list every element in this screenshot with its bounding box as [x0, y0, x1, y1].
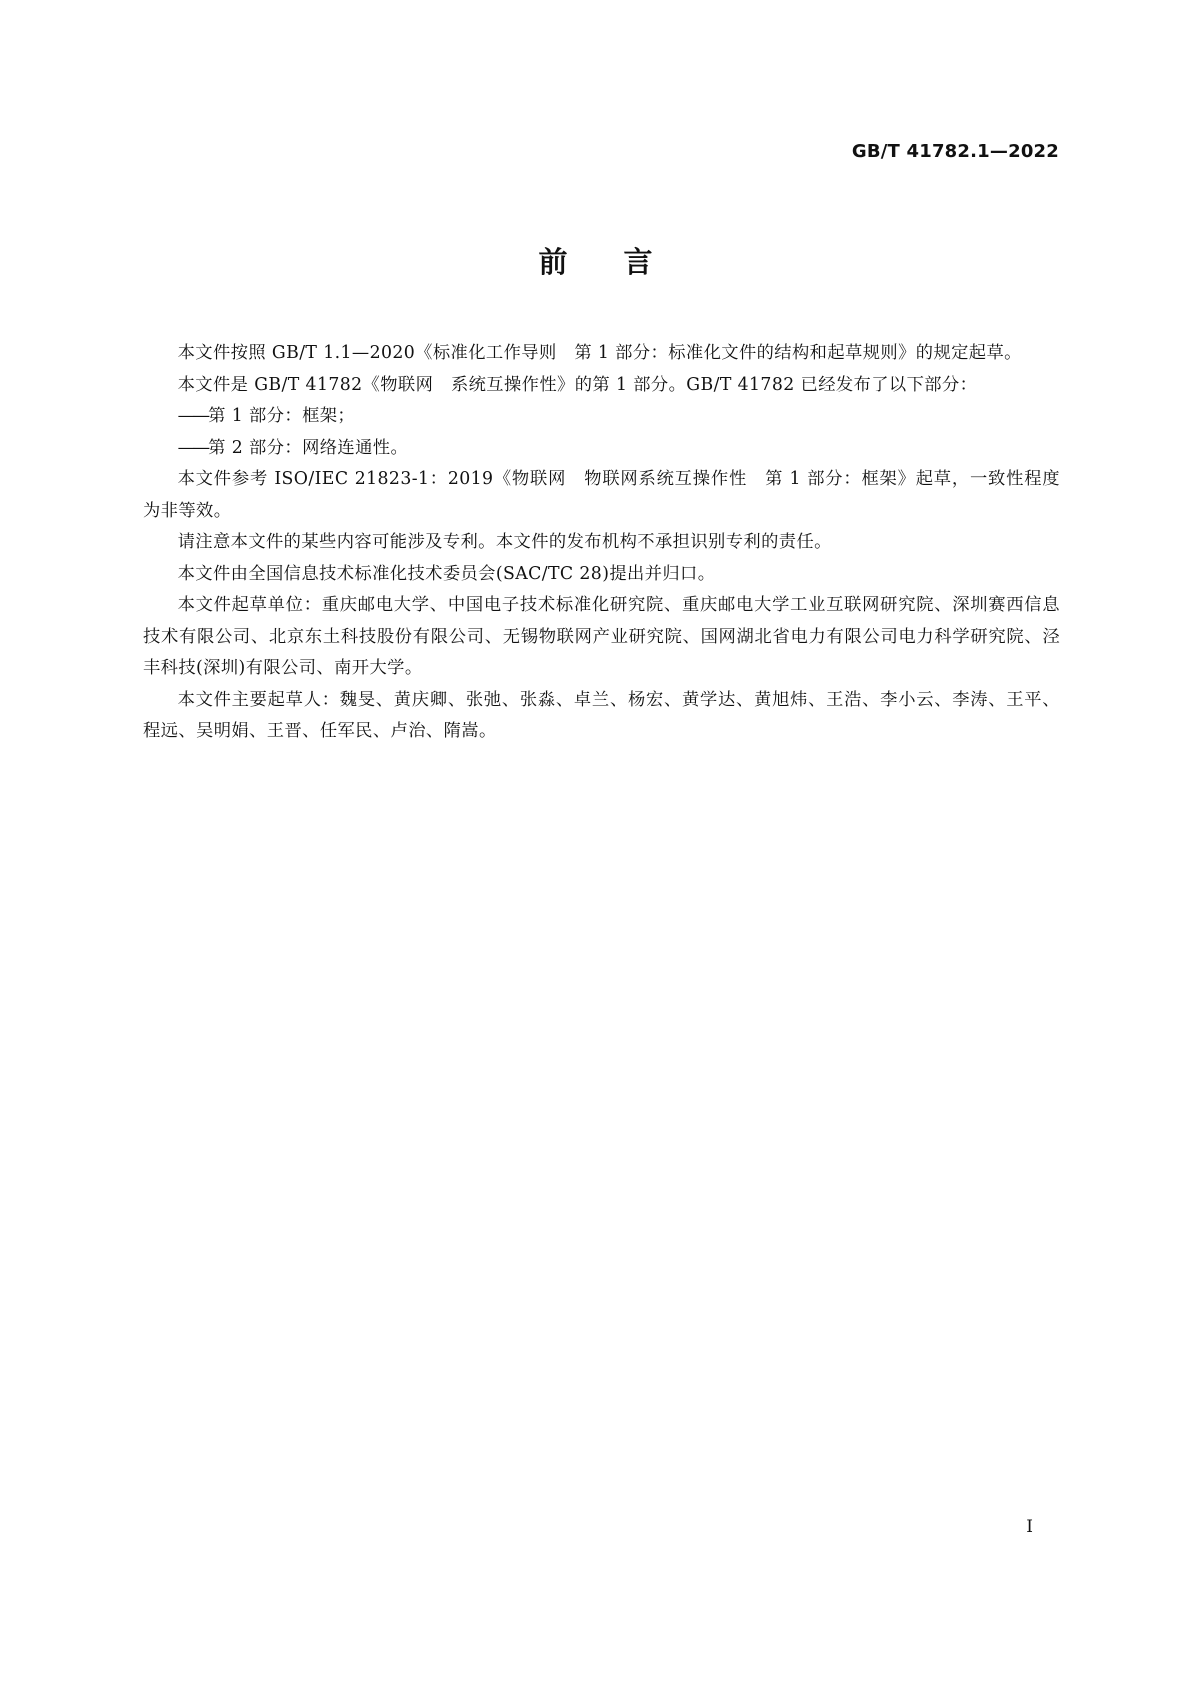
list-dash: —— — [177, 406, 209, 426]
list-dash: —— — [177, 437, 209, 458]
document-body — [143, 338, 1060, 748]
list-item-part-1 — [143, 401, 1060, 433]
page-number: I — [1026, 1517, 1033, 1537]
page-title: 前言 — [538, 245, 709, 279]
paragraph-committee: 本文件由全国信息技术标准化技术委员会(SAC/TC 28)提出并归口。 — [177, 563, 716, 584]
list-item-text: 第 1 部分：框架； — [208, 406, 356, 426]
paragraph-drafters: 本文件主要起草人：魏旻、黄庆卿、张弛、张淼、卓兰、杨宏、黄学达、黄旭炜、王浩、李小云、李涛、王平、程远、吴明娟、王晋、任军民、卢治、隋嵩。 — [143, 689, 1060, 741]
paragraph-series-parts: 本文件是 GB/T 41782《物联网 系统互操作性》的第 1 部分。GB/T 41782 已经发布了以下部分： — [177, 374, 978, 395]
paragraph-drafting-units: 本文件起草单位：重庆邮电大学、中国电子技术标准化研究院、重庆邮电大学工业互联网研究院、深圳赛西信息技术有限公司、北京东土科技股份有限公司、无锡物联网产业研究院、国网湖北省电力有限公司电力科学研究院、泾丰科技(深圳)有限公司、南开大学。 — [143, 595, 1060, 678]
paragraph-drafting-rules: 本文件按照 GB/T 1.1—2020《标准化工作导则 第 1 部分：标准化文件的结构和起草规则》的规定起草。 — [177, 343, 1022, 363]
standard-code: GB/T 41782.1—2022 — [851, 141, 1059, 162]
list-item-text: 第 2 部分：网络连通性。 — [208, 437, 409, 458]
list-item-part-2 — [143, 433, 1060, 465]
paragraph-patent-notice: 请注意本文件的某些内容可能涉及专利。本文件的发布机构不承担识别专利的责任。 — [177, 532, 832, 552]
paragraph-reference: 本文件参考 ISO/IEC 21823-1：2019《物联网 物联网系统互操作性 第 1 部分：框架》起草，一致性程度为非等效。 — [143, 469, 1060, 521]
